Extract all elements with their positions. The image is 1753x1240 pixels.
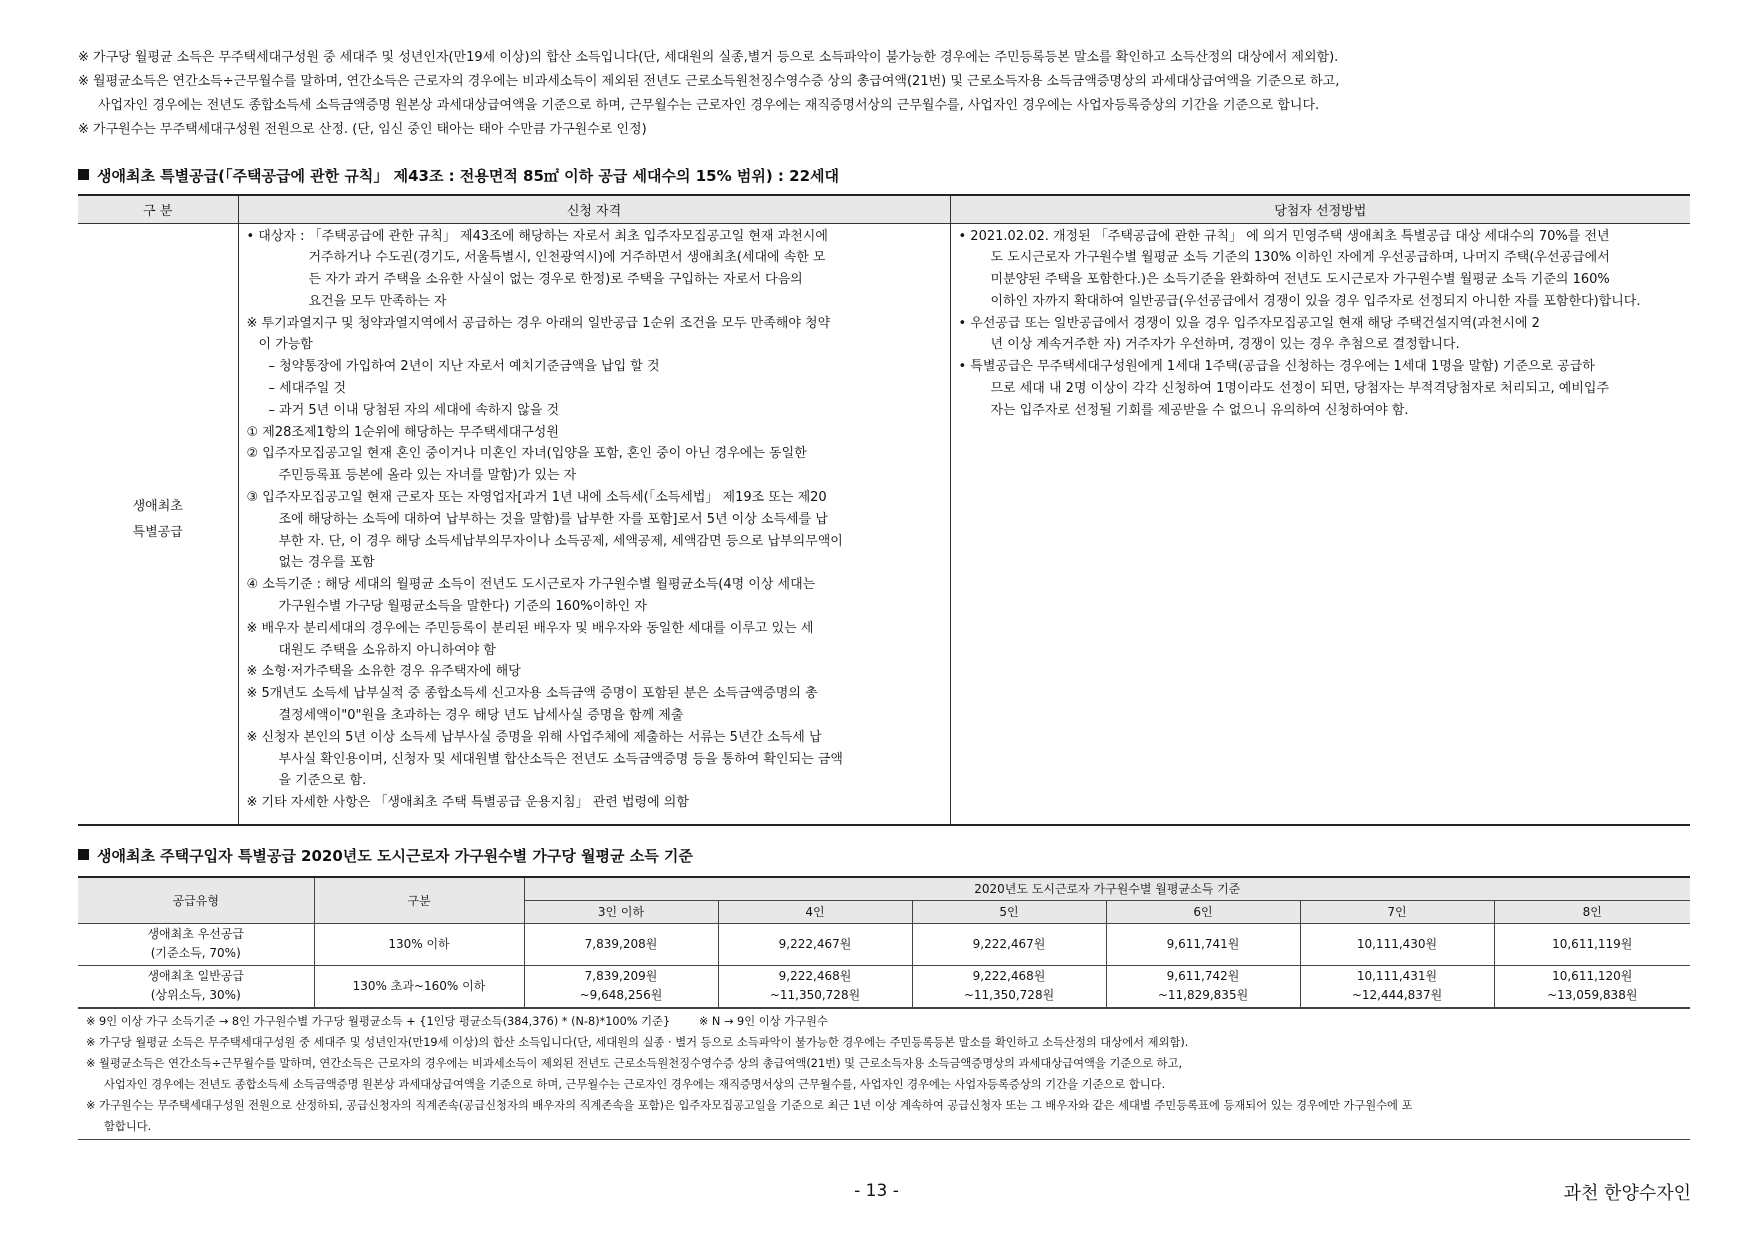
qualification-line: 든 자가 과거 주택을 소유한 사실이 없는 경우로 한정)로 주택을 구입하는 자로서 다음의 [308,272,803,288]
bottom-note: ※ 가구당 월평균 소득은 무주택세대구성원 중 세대주 및 성년인자(만19세 이상)의 합산 소득입니다(단, 세대원의 실종 · 별거 등으로 소득파악이 불가능한 경우에는 주민등록등본 말소를 확인하고 소득산정의 대상에서 제외함). [86,1035,1189,1049]
qualification-line: ※ 배우자 분리세대의 경우에는 주민등록이 분리된 배우자 및 배우자와 동일한 세대를 이루고 있는 세 [246,620,814,636]
qualification-line: ④ 소득기준 : 해당 세대의 월평균 소득이 전년도 도시근로자 가구원수별 월평균소득(4명 이상 세대는 [246,577,816,593]
supply-type-cell: 생애최초 일반공급 (상위소득, 30%) [78,965,314,1007]
income-cell: 9,611,742원 ~11,829,835원 [1106,965,1300,1007]
qualification-line: • 대상자 : 「주택공급에 관한 규칙」 제43조에 해당하는 자로서 최초 입주자모집공고일 현재 과천시에 [246,228,828,244]
qualification-line: ※ 신청자 본인의 5년 이상 소득세 납부사실 증명을 위해 사업주체에 제출하는 서류는 5년간 소득세 납 [246,729,822,745]
income-cell: 9,611,741원 [1106,923,1300,965]
income-cell: 10,611,120원 ~13,059,838원 [1494,965,1690,1007]
top-note: ※ 가구원수는 무주택세대구성원 전원으로 산정. (단, 임신 중인 태아는 태아 수만큼 가구원수로 인정) [78,122,647,137]
bottom-note: 함합니다. [104,1119,152,1133]
qualification-line: 을 기준으로 함. [278,773,367,789]
qualification-line: 대원도 주택을 소유하지 아니하여야 함 [278,642,496,658]
bottom-note: ※ 가구원수는 무주택세대구성원 전원으로 산정하되, 공급신청자의 직계존속(공급신청자의 배우자의 직계존속을 포함)은 입주자모집공고일을 기준으로 최근 1년 이상 계속하여 공급신청자 또는 그 배우자와 같은 세대별 주민등록표에 등재되어 있는 경우에만 가구원수에 포 [86,1098,1413,1112]
qualification-line: ※ 5개년도 소득세 납부실적 중 종합소득세 신고자용 소득금액 증명이 포함된 분은 소득금액증명의 총 [246,686,818,702]
document-page [78,46,1690,1140]
selection-line: 도 도시근로자 가구원수별 월평균 소득 기준의 130% 이하인 자에게 우선공급하며, 나머지 주택(우선공급에서 [990,250,1610,266]
qualification-line: 부사실 확인용이며, 신청자 및 세대원별 합산소득은 전년도 소득금액증명 등을 통하여 확인되는 금액 [278,751,843,767]
special-supply-table [78,194,1690,826]
qualification-line: 요건을 모두 만족하는 자 [308,293,447,309]
bottom-note: 사업자인 경우에는 전년도 종합소득세 소득금액증명 원본상 과세대상급여액을 기준으로 하며, 근무월수는 근로자인 경우에는 재직증명서상의 근무월수를, 사업자인 경우에는 사업자등록증상의 기간을 기준으로 합니다. [104,1077,1166,1091]
header-size: 6인 [1106,900,1300,923]
supply-type-cell: 생애최초 우선공급 (기준소득, 70%) [78,923,314,965]
selection-line: 년 이상 계속거주한 자) 거주자가 우선하며, 경쟁이 있는 경우 추첨으로 결정합니다. [990,337,1460,353]
qualification-line: 이 가능함 [258,337,313,353]
table-row [78,923,1690,965]
top-note: ※ 가구당 월평균 소득은 무주택세대구성원 중 세대주 및 성년인자(만19세 이상)의 합산 소득입니다(단, 세대원의 실종,별거 등으로 소득파악이 불가능한 경우에는 주민등록등본 말소를 확인하고 소득산정의 대상에서 제외함). [78,50,1339,65]
qualification-line: 주민등록표 등본에 올라 있는 자녀를 말함)가 있는 자 [278,468,577,484]
qualification-line: – 청약통장에 가입하여 2년이 지난 자로서 예치기준금액을 납입 할 것 [268,359,660,375]
income-standard-table [78,876,1690,1008]
division-cell: 130% 초과~160% 이하 [314,965,524,1007]
top-notes [78,46,1690,142]
section2-title: 생애최초 주택구입자 특별공급 2020년도 도시근로자 가구원수별 가구당 월평균 소득 기준 [78,844,1690,868]
header-division: 구분 [314,877,524,923]
qualification-line: 조에 해당하는 소득에 대하여 납부하는 것을 말함)를 납부한 자를 포함]로서 5년 이상 소득세를 납 [278,511,828,527]
header-size: 7인 [1300,900,1494,923]
qualification-line: ② 입주자모집공고일 현재 혼인 중이거나 미혼인 자녀(입양을 포함, 혼인 중이 아닌 경우에는 동일한 [246,446,807,462]
income-cell: 9,222,467원 [912,923,1106,965]
qualification-line: ① 제28조제1항의 1순위에 해당하는 무주택세대구성원 [246,424,559,440]
income-cell: 9,222,467원 [718,923,912,965]
header-category: 구 분 [78,195,238,223]
project-name: 과천 한양수자인 [1563,1183,1691,1204]
header-size: 3인 이하 [524,900,718,923]
category-cell: 생애최초 특별공급 [132,498,183,540]
qualification-line: 거주하거나 수도권(경기도, 서울특별시, 인천광역시)에 거주하면서 생애최초(세대에 속한 모 [308,250,826,266]
income-cell: 10,111,431원 ~12,444,837원 [1300,965,1494,1007]
selection-line: 므로 세대 내 2명 이상이 각각 신청하여 1명이라도 선정이 되면, 당첨자는 부적격당첨자로 처리되고, 예비입주 [990,381,1610,397]
header-income-group: 2020년도 도시근로자 가구원수별 월평균소득 기준 [524,877,1690,900]
header-size: 8인 [1494,900,1690,923]
selection-line: • 우선공급 또는 일반공급에서 경쟁이 있을 경우 입주자모집공고일 현재 해당 주택건설지역(과천시에 2 [958,315,1540,331]
header-size: 4인 [718,900,912,923]
selection-line: • 2021.02.02. 개정된 「주택공급에 관한 규칙」 에 의거 민영주택 생애최초 특별공급 대상 세대수의 70%를 전년 [958,228,1610,244]
qualification-cell [238,223,950,825]
top-note: 사업자인 경우에는 전년도 종합소득세 소득금액증명 원본상 과세대상급여액을 기준으로 하며, 근무월수는 근로자인 경우에는 재직증명서상의 근무월수를, 사업자인 경우에는 사업자등록증상의 기간을 기준으로 합니다. [98,98,1320,113]
qualification-line: ※ 소형·저가주택을 소유한 경우 유주택자에 해당 [246,664,521,680]
division-cell: 130% 이하 [314,923,524,965]
selection-line: 미분양된 주택을 포함한다.)은 소득기준을 완화하여 전년도 도시근로자 가구원수별 월평균 소득 기준의 160% [990,272,1610,288]
square-bullet-icon [78,169,89,180]
income-cell: 9,222,468원 ~11,350,728원 [912,965,1106,1007]
page-number: - 13 - [854,1181,899,1201]
income-cell: 10,111,430원 [1300,923,1494,965]
qualification-line: – 세대주일 것 [268,381,347,397]
square-bullet-icon [78,849,89,860]
selection-line: • 특별공급은 무주택세대구성원에게 1세대 1주택(공급을 신청하는 경우에는 1세대 1명을 말함) 기준으로 공급하 [958,359,1595,375]
income-cell: 7,839,209원 ~9,648,256원 [524,965,718,1007]
selection-line: 자는 입주자로 선정될 기회를 제공받을 수 없으니 유의하여 신청하여야 함. [990,402,1409,418]
table-row [78,965,1690,1007]
qualification-line: ※ 기타 자세한 사항은 「생애최초 주택 특별공급 운용지침」 관련 법령에 의함 [246,795,689,811]
income-cell: 9,222,468원 ~11,350,728원 [718,965,912,1007]
top-note: ※ 월평균소득은 연간소득÷근무월수를 말하며, 연간소득은 근로자의 경우에는 비과세소득이 제외된 전년도 근로소득원천징수영수증 상의 총급여액(21번) 및 근로소득자용 소득금액증명상의 과세대상급여액을 기준으로 하고, [78,74,1340,89]
qualification-line: ※ 투기과열지구 및 청약과열지역에서 공급하는 경우 아래의 일반공급 1순위 조건을 모두 만족해야 청약 [246,315,831,331]
qualification-line: 결정세액이"0"원을 초과하는 경우 해당 년도 납세사실 증명을 함께 제출 [278,708,684,724]
selection-cell [950,223,1690,825]
selection-line: 이하인 자까지 확대하여 일반공급(우선공급에서 경쟁이 있을 경우 입주자로 선정되지 아니한 자를 포함한다)합니다. [990,293,1641,309]
header-size: 5인 [912,900,1106,923]
qualification-line: 부한 자. 단, 이 경우 해당 소득세납부의무자이나 소득공제, 세액공제, 세액감면 등으로 납부의무액이 [278,533,843,549]
bottom-notes [78,1008,1690,1140]
income-cell: 7,839,208원 [524,923,718,965]
income-cell: 10,611,119원 [1494,923,1690,965]
section1-title: 생애최초 특별공급(「주택공급에 관한 규칙」 제43조 : 전용면적 85㎡ 이하 공급 세대수의 15% 범위) : 22세대 [78,164,1690,188]
header-selection: 당첨자 선정방법 [950,195,1690,223]
qualification-line: – 과거 5년 이내 당첨된 자의 세대에 속하지 않을 것 [268,402,560,418]
header-supply-type: 공급유형 [78,877,314,923]
qualification-line: ③ 입주자모집공고일 현재 근로자 또는 자영업자[과거 1년 내에 소득세(「소득세법」 제19조 또는 제20 [246,490,827,506]
bottom-note: ※ 9인 이상 가구 소득기준 → 8인 가구원수별 가구당 월평균소득 + {1인당 평균소득(384,376) * (N-8)*100% 기준} ※ N → 9인 이상 가구원수 [86,1014,828,1028]
bottom-note: ※ 월평균소득은 연간소득÷근무월수를 말하며, 연간소득은 근로자의 경우에는 비과세소득이 제외된 전년도 근로소득원천징수영수증 상의 총급여액(21번) 및 근로소득자용 소득금액증명상의 과세대상급여액을 기준으로 하고, [86,1056,1183,1070]
qualification-line: 가구원수별 가구당 월평균소득을 말한다) 기준의 160%이하인 자 [278,599,647,615]
header-qualification: 신청 자격 [238,195,950,223]
qualification-line: 없는 경우를 포함 [278,555,375,571]
